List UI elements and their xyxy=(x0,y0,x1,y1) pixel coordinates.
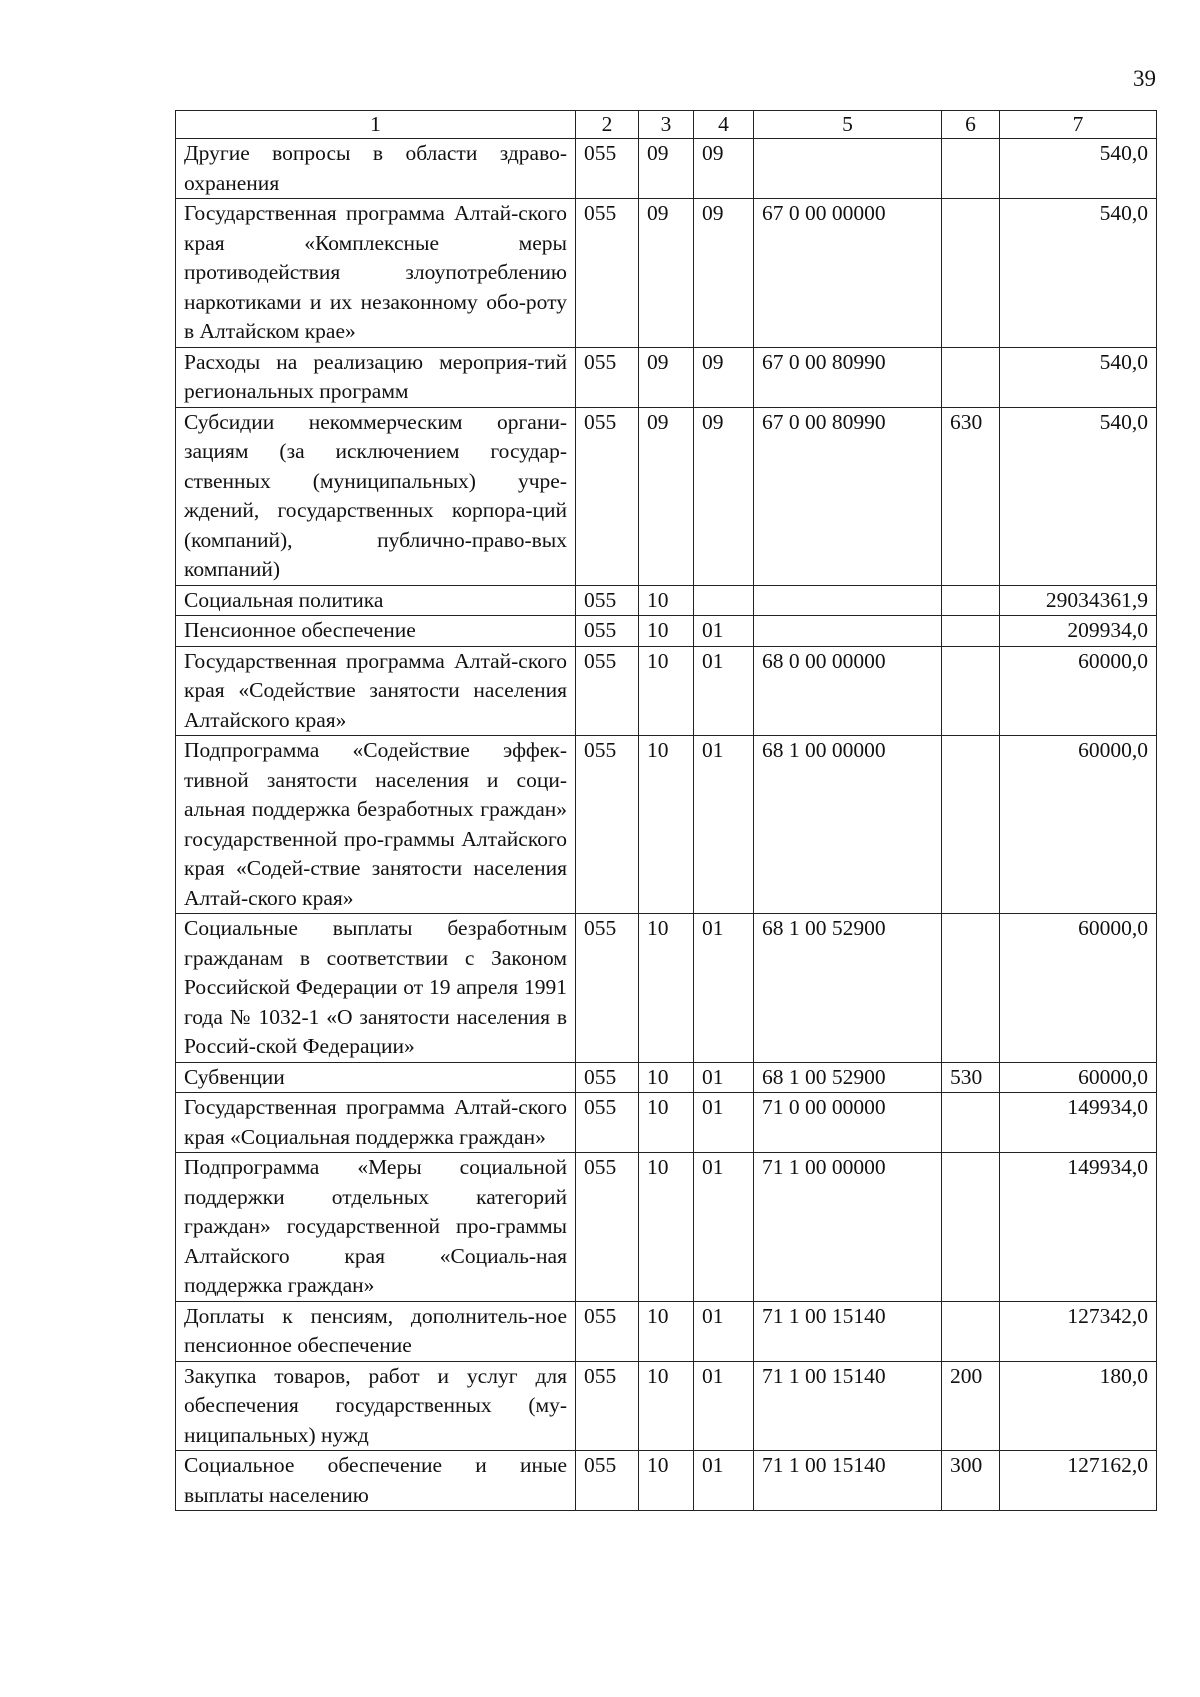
expense-type-cell: 300 xyxy=(942,1451,1000,1511)
row-name-cell: Другие вопросы в области здраво-охранения xyxy=(176,139,576,199)
subsection-cell: 01 xyxy=(694,1451,754,1511)
table-row xyxy=(176,1361,1157,1451)
amount-cell: 540,0 xyxy=(1000,407,1157,585)
row-name-cell: Государственная программа Алтай-ского края «Содействие занятости населения Алтайского края» xyxy=(176,646,576,736)
expense-type-cell xyxy=(942,1301,1000,1361)
expense-type-cell: 530 xyxy=(942,1062,1000,1093)
table-row xyxy=(176,585,1157,616)
target-article-cell: 68 1 00 52900 xyxy=(754,914,942,1063)
subsection-cell: 01 xyxy=(694,1062,754,1093)
table-row xyxy=(176,736,1157,914)
expense-type-cell xyxy=(942,585,1000,616)
ministry-code-cell: 055 xyxy=(576,347,639,407)
header-cell: 6 xyxy=(942,111,1000,139)
section-cell: 10 xyxy=(639,736,694,914)
section-cell: 10 xyxy=(639,1301,694,1361)
table-row xyxy=(176,347,1157,407)
table-row xyxy=(176,1093,1157,1153)
row-name-cell: Государственная программа Алтай-ского края «Комплексные меры противодействия злоупотреблению наркотиками и их незаконному обо-роту в Алтайском крае» xyxy=(176,199,576,348)
section-cell: 10 xyxy=(639,914,694,1063)
table-row xyxy=(176,1062,1157,1093)
expense-type-cell xyxy=(942,1093,1000,1153)
amount-cell: 60000,0 xyxy=(1000,1062,1157,1093)
subsection-cell: 01 xyxy=(694,646,754,736)
header-row xyxy=(176,111,1157,139)
subsection-cell: 01 xyxy=(694,616,754,647)
subsection-cell: 01 xyxy=(694,1153,754,1302)
table-row xyxy=(176,1153,1157,1302)
section-cell: 10 xyxy=(639,1153,694,1302)
section-cell: 10 xyxy=(639,1361,694,1451)
row-name-cell: Государственная программа Алтай-ского края «Социальная поддержка граждан» xyxy=(176,1093,576,1153)
ministry-code-cell: 055 xyxy=(576,914,639,1063)
ministry-code-cell: 055 xyxy=(576,736,639,914)
subsection-cell: 09 xyxy=(694,139,754,199)
target-article-cell: 68 0 00 00000 xyxy=(754,646,942,736)
ministry-code-cell: 055 xyxy=(576,1153,639,1302)
section-cell: 10 xyxy=(639,585,694,616)
section-cell: 09 xyxy=(639,199,694,348)
target-article-cell: 67 0 00 80990 xyxy=(754,407,942,585)
subsection-cell: 09 xyxy=(694,407,754,585)
section-cell: 09 xyxy=(639,407,694,585)
row-name-cell: Социальное обеспечение и иные выплаты населению xyxy=(176,1451,576,1511)
ministry-code-cell: 055 xyxy=(576,139,639,199)
table-row xyxy=(176,616,1157,647)
target-article-cell: 71 1 00 00000 xyxy=(754,1153,942,1302)
ministry-code-cell: 055 xyxy=(576,646,639,736)
ministry-code-cell: 055 xyxy=(576,1451,639,1511)
expense-type-cell xyxy=(942,646,1000,736)
row-name-cell: Субсидии некоммерческим органи-зациям (за исключением государ-ственных (муниципальных) учре-ждений, государственных корпора-ций (компаний), публично-право-вых компаний) xyxy=(176,407,576,585)
section-cell: 09 xyxy=(639,347,694,407)
section-cell: 10 xyxy=(639,646,694,736)
section-cell: 10 xyxy=(639,1062,694,1093)
section-cell: 10 xyxy=(639,1451,694,1511)
amount-cell: 149934,0 xyxy=(1000,1153,1157,1302)
subsection-cell: 09 xyxy=(694,199,754,348)
amount-cell: 149934,0 xyxy=(1000,1093,1157,1153)
expense-type-cell xyxy=(942,347,1000,407)
target-article-cell xyxy=(754,616,942,647)
amount-cell: 60000,0 xyxy=(1000,914,1157,1063)
amount-cell: 540,0 xyxy=(1000,347,1157,407)
target-article-cell: 71 1 00 15140 xyxy=(754,1451,942,1511)
header-cell: 5 xyxy=(754,111,942,139)
row-name-cell: Подпрограмма «Меры социальной поддержки отдельных категорий граждан» государственной про-граммы Алтайского края «Социаль-ная поддержка граждан» xyxy=(176,1153,576,1302)
expense-type-cell xyxy=(942,736,1000,914)
amount-cell: 29034361,9 xyxy=(1000,585,1157,616)
section-cell: 09 xyxy=(639,139,694,199)
ministry-code-cell: 055 xyxy=(576,407,639,585)
row-name-cell: Расходы на реализацию мероприя-тий региональных программ xyxy=(176,347,576,407)
target-article-cell: 67 0 00 80990 xyxy=(754,347,942,407)
subsection-cell: 09 xyxy=(694,347,754,407)
amount-cell: 60000,0 xyxy=(1000,646,1157,736)
row-name-cell: Пенсионное обеспечение xyxy=(176,616,576,647)
target-article-cell: 68 1 00 00000 xyxy=(754,736,942,914)
header-cell: 1 xyxy=(176,111,576,139)
expense-type-cell: 200 xyxy=(942,1361,1000,1451)
ministry-code-cell: 055 xyxy=(576,1093,639,1153)
expense-type-cell xyxy=(942,139,1000,199)
table-row xyxy=(176,646,1157,736)
amount-cell: 60000,0 xyxy=(1000,736,1157,914)
amount-cell: 540,0 xyxy=(1000,199,1157,348)
row-name-cell: Подпрограмма «Содействие эффек-тивной занятости населения и соци-альная поддержка безработных граждан» государственной про-граммы Алтайского края «Содей-ствие занятости населения Алтай-ского края» xyxy=(176,736,576,914)
expense-type-cell xyxy=(942,616,1000,647)
ministry-code-cell: 055 xyxy=(576,616,639,647)
subsection-cell: 01 xyxy=(694,1361,754,1451)
target-article-cell xyxy=(754,585,942,616)
header-cell: 7 xyxy=(1000,111,1157,139)
table-header xyxy=(176,111,1157,139)
table-row xyxy=(176,1451,1157,1511)
subsection-cell: 01 xyxy=(694,736,754,914)
budget-table xyxy=(175,110,1157,1511)
amount-cell: 127162,0 xyxy=(1000,1451,1157,1511)
subsection-cell: 01 xyxy=(694,1093,754,1153)
target-article-cell: 68 1 00 52900 xyxy=(754,1062,942,1093)
section-cell: 10 xyxy=(639,1093,694,1153)
header-cell: 4 xyxy=(694,111,754,139)
target-article-cell: 71 1 00 15140 xyxy=(754,1361,942,1451)
amount-cell: 209934,0 xyxy=(1000,616,1157,647)
ministry-code-cell: 055 xyxy=(576,1062,639,1093)
row-name-cell: Субвенции xyxy=(176,1062,576,1093)
page-number: 39 xyxy=(1133,66,1156,91)
table-row xyxy=(176,199,1157,348)
table-row xyxy=(176,139,1157,199)
header-cell: 3 xyxy=(639,111,694,139)
row-name-cell: Доплаты к пенсиям, дополнитель-ное пенсионное обеспечение xyxy=(176,1301,576,1361)
target-article-cell: 71 0 00 00000 xyxy=(754,1093,942,1153)
expense-type-cell xyxy=(942,914,1000,1063)
row-name-cell: Социальные выплаты безработным гражданам в соответствии с Законом Российской Федерации от 19 апреля 1991 года № 1032-1 «О занятости населения в Россий-ской Федерации» xyxy=(176,914,576,1063)
amount-cell: 180,0 xyxy=(1000,1361,1157,1451)
target-article-cell: 67 0 00 00000 xyxy=(754,199,942,348)
table-body xyxy=(176,139,1157,1511)
ministry-code-cell: 055 xyxy=(576,585,639,616)
amount-cell: 540,0 xyxy=(1000,139,1157,199)
table-row xyxy=(176,407,1157,585)
subsection-cell xyxy=(694,585,754,616)
expense-type-cell: 630 xyxy=(942,407,1000,585)
row-name-cell: Закупка товаров, работ и услуг для обеспечения государственных (му-ниципальных) нужд xyxy=(176,1361,576,1451)
subsection-cell: 01 xyxy=(694,1301,754,1361)
ministry-code-cell: 055 xyxy=(576,199,639,348)
ministry-code-cell: 055 xyxy=(576,1301,639,1361)
target-article-cell xyxy=(754,139,942,199)
header-cell: 2 xyxy=(576,111,639,139)
amount-cell: 127342,0 xyxy=(1000,1301,1157,1361)
expense-type-cell xyxy=(942,1153,1000,1302)
target-article-cell: 71 1 00 15140 xyxy=(754,1301,942,1361)
row-name-cell: Социальная политика xyxy=(176,585,576,616)
ministry-code-cell: 055 xyxy=(576,1361,639,1451)
subsection-cell: 01 xyxy=(694,914,754,1063)
table-row xyxy=(176,914,1157,1063)
expense-type-cell xyxy=(942,199,1000,348)
section-cell: 10 xyxy=(639,616,694,647)
table-row xyxy=(176,1301,1157,1361)
